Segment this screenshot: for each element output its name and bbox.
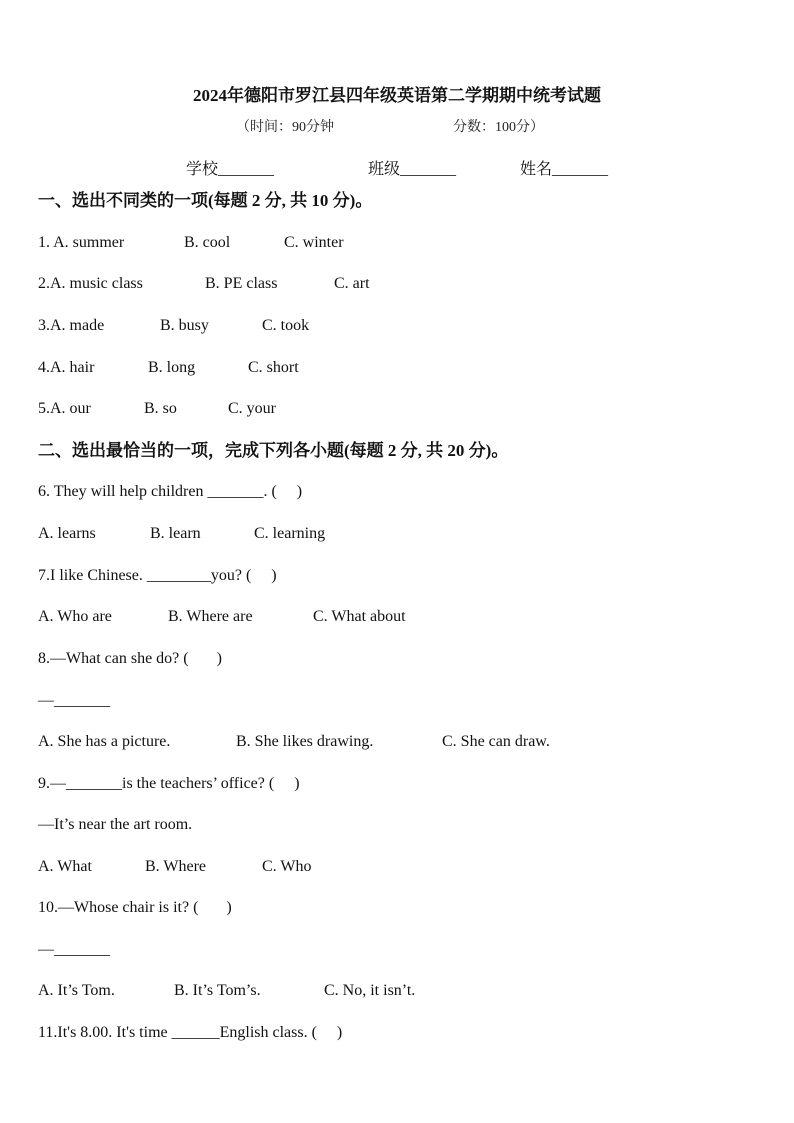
q8-option-a: A. She has a picture.: [38, 733, 171, 750]
q10-option-c: C. No, it isn’t.: [324, 982, 416, 999]
page-title: 2024年德阳市罗江县四年级英语第二学期期中统考试题: [193, 86, 601, 105]
q5-option-a: 5.A. our: [38, 400, 91, 417]
section-2-heading: 二、选出最恰当的一项，完成下列各小题(每题 2 分, 共 20 分)。: [38, 441, 509, 460]
q9-answer: —It’s near the art room.: [38, 816, 193, 833]
q10-stem: 10.—Whose chair is it? ( ): [38, 899, 232, 916]
q9-option-c: C. Who: [262, 858, 312, 875]
q9-stem: 9.—_______is the teachers’ office? ( ): [38, 775, 300, 792]
q8-option-c: C. She can draw.: [442, 733, 550, 750]
school-field: 学校_______: [186, 161, 275, 178]
q9-option-b: B. Where: [145, 858, 207, 875]
q5-option-c: C. your: [228, 400, 276, 417]
q6-stem: 6. They will help children _______. ( ): [38, 483, 303, 500]
q10-option-b: B. It’s Tom’s.: [174, 982, 261, 999]
q6-option-b: B. learn: [150, 525, 201, 542]
q3-option-c: C. took: [262, 317, 310, 334]
q9-option-a: A. What: [38, 858, 92, 875]
q2-option-a: 2.A. music class: [38, 275, 143, 292]
q2-option-c: C. art: [334, 275, 370, 292]
q7-stem: 7.I like Chinese. ________you? ( ): [38, 567, 277, 584]
class-field: 班级_______: [368, 161, 457, 178]
q1-option-b: B. cool: [184, 234, 231, 251]
q5-option-b: B. so: [144, 400, 177, 417]
q1-option-c: C. winter: [284, 234, 344, 251]
q11-stem: 11.It's 8.00. It's time ______English class. ( ): [38, 1024, 343, 1041]
q10-answer-blank: —_______: [38, 941, 110, 958]
q8-stem: 8.—What can she do? ( ): [38, 650, 222, 667]
q4-option-c: C. short: [248, 359, 299, 376]
exam-time: （时间：90分钟: [236, 120, 334, 135]
q1-option-a: 1. A. summer: [38, 234, 125, 251]
q4-option-a: 4.A. hair: [38, 359, 95, 376]
exam-score: 分数：100分）: [453, 120, 544, 135]
q7-option-a: A. Who are: [38, 608, 112, 625]
q10-option-a: A. It’s Tom.: [38, 982, 115, 999]
q8-answer-blank: —_______: [38, 692, 110, 709]
q6-option-c: C. learning: [254, 525, 326, 542]
name-field: 姓名_______: [520, 161, 609, 178]
q4-option-b: B. long: [148, 359, 196, 376]
q3-option-b: B. busy: [160, 317, 209, 334]
q8-option-b: B. She likes drawing.: [236, 733, 374, 750]
q7-option-b: B. Where are: [168, 608, 253, 625]
q3-option-a: 3.A. made: [38, 317, 105, 334]
q2-option-b: B. PE class: [205, 275, 278, 292]
q7-option-c: C. What about: [313, 608, 406, 625]
section-1-heading: 一、选出不同类的一项(每题 2 分, 共 10 分)。: [38, 191, 373, 210]
q6-option-a: A. learns: [38, 525, 96, 542]
